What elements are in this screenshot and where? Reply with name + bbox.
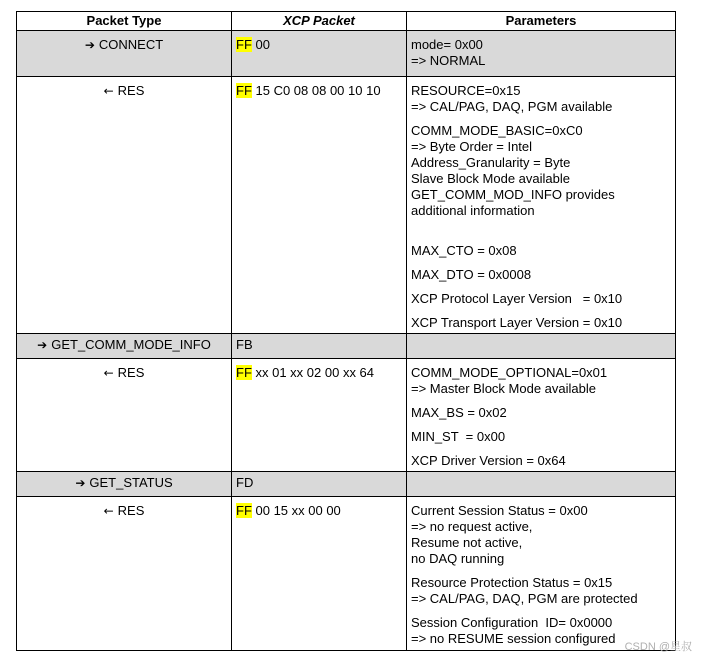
table-row [17,359,676,472]
parameter-group [411,267,675,283]
parameter-group [411,243,675,259]
parameter-line: MAX_CTO = 0x08 [411,243,517,258]
parameter-line: GET_COMM_MOD_INFO provides [411,187,615,202]
parameter-line: => Byte Order = Intel [411,139,533,154]
packet-pid-highlight: FF [236,365,252,380]
parameter-line: MAX_DTO = 0x0008 [411,267,532,282]
packet-pid-highlight: FF [236,83,252,98]
parameter-line: => NORMAL [411,53,486,68]
packet-bytes: 15 C0 08 08 00 10 10 [251,83,381,98]
parameter-line: => CAL/PAG, DAQ, PGM are protected [411,591,638,606]
packet-type-cell [17,472,232,497]
packet-bytes: FB [236,337,253,352]
packet-bytes: FD [236,475,254,490]
packet-type-label: CONNECT [98,37,164,52]
parameter-group [411,340,675,356]
parameter-group [411,83,675,115]
packet-bytes: 00 15 xx 00 00 [251,503,341,518]
xcp-packet-cell [232,497,407,651]
parameter-line: no DAQ running [411,551,505,566]
parameter-line: XCP Transport Layer Version = 0x10 [411,315,623,330]
parameter-line [411,219,675,235]
parameter-line: => no request active, [411,519,533,534]
parameters-cell [407,497,676,651]
xcp-packet-cell [232,359,407,472]
parameter-line: Session Configuration ID= 0x0000 [411,615,613,630]
packet-type-cell [17,334,232,359]
packet-type-label: GET_COMM_MODE_INFO [51,337,211,352]
header-packet-type: Packet Type [17,12,232,31]
xcp-packet-cell [232,77,407,334]
packet-type-label: RES [117,365,145,380]
header-row [17,12,676,31]
packet-type-cell [17,497,232,651]
parameter-line: Current Session Status = 0x00 [411,503,588,518]
arrow-right-icon: ➔ [75,476,86,490]
parameter-line: Slave Block Mode available [411,171,570,186]
parameter-group [411,123,675,235]
parameter-line: COMM_MODE_OPTIONAL=0x01 [411,365,608,380]
parameters-cell [407,334,676,359]
packet-type-cell [17,359,232,472]
parameter-group [411,503,675,567]
parameter-group [411,315,675,331]
arrow-right-icon: ➔ [84,38,95,52]
packet-bytes: xx 01 xx 02 00 xx 64 [251,365,375,380]
parameter-group [411,429,675,445]
parameter-line: mode= 0x00 [411,37,483,52]
table-row [17,472,676,497]
parameter-line: MIN_ST = 0x00 [411,429,506,444]
table-row [17,497,676,651]
parameters-cell [407,472,676,497]
parameter-line: XCP Protocol Layer Version = 0x10 [411,291,623,306]
packet-bytes: 00 [251,37,270,52]
parameter-group [411,365,675,397]
packet-pid-highlight: FF [236,503,252,518]
table-row [17,77,676,334]
parameter-group [411,575,675,607]
parameter-line: RESOURCE=0x15 [411,83,521,98]
table-row [17,334,676,359]
parameter-line: => CAL/PAG, DAQ, PGM available [411,99,613,114]
xcp-packet-cell [232,334,407,359]
packet-type-cell [17,31,232,77]
parameters-cell [407,31,676,77]
parameter-line [411,340,675,356]
packet-pid-highlight: FF [236,37,252,52]
packet-type-label: GET_STATUS [89,475,173,490]
arrow-right-icon: ➔ [37,338,48,352]
xcp-packet-table [16,11,676,651]
parameter-group [411,291,675,307]
parameter-line: Address_Granularity = Byte [411,155,571,170]
parameter-group [411,37,675,69]
arrow-left-icon: ← [103,84,114,98]
xcp-packet-cell [232,31,407,77]
table-row [17,31,676,77]
packet-type-cell [17,77,232,334]
header-xcp-packet: XCP Packet [232,12,407,31]
parameters-cell [407,359,676,472]
header-parameters: Parameters [407,12,676,31]
parameters-cell [407,77,676,334]
parameter-line: XCP Driver Version = 0x64 [411,453,566,468]
xcp-packet-cell [232,472,407,497]
packet-type-label: RES [117,503,145,518]
parameter-line: Resume not active, [411,535,523,550]
parameter-line: COMM_MODE_BASIC=0xC0 [411,123,583,138]
arrow-left-icon: ← [103,504,114,518]
parameter-line [411,478,675,494]
parameter-line: Resource Protection Status = 0x15 [411,575,613,590]
parameter-group [411,453,675,469]
watermark: CSDN @星叔 [624,641,692,653]
parameter-line: => no RESUME session configured [411,631,616,646]
parameter-group [411,478,675,494]
parameter-line: => Master Block Mode available [411,381,596,396]
parameter-group [411,405,675,421]
arrow-left-icon: ← [103,366,114,380]
parameter-line: MAX_BS = 0x02 [411,405,507,420]
parameter-line: additional information [411,203,535,218]
packet-type-label: RES [117,83,145,98]
